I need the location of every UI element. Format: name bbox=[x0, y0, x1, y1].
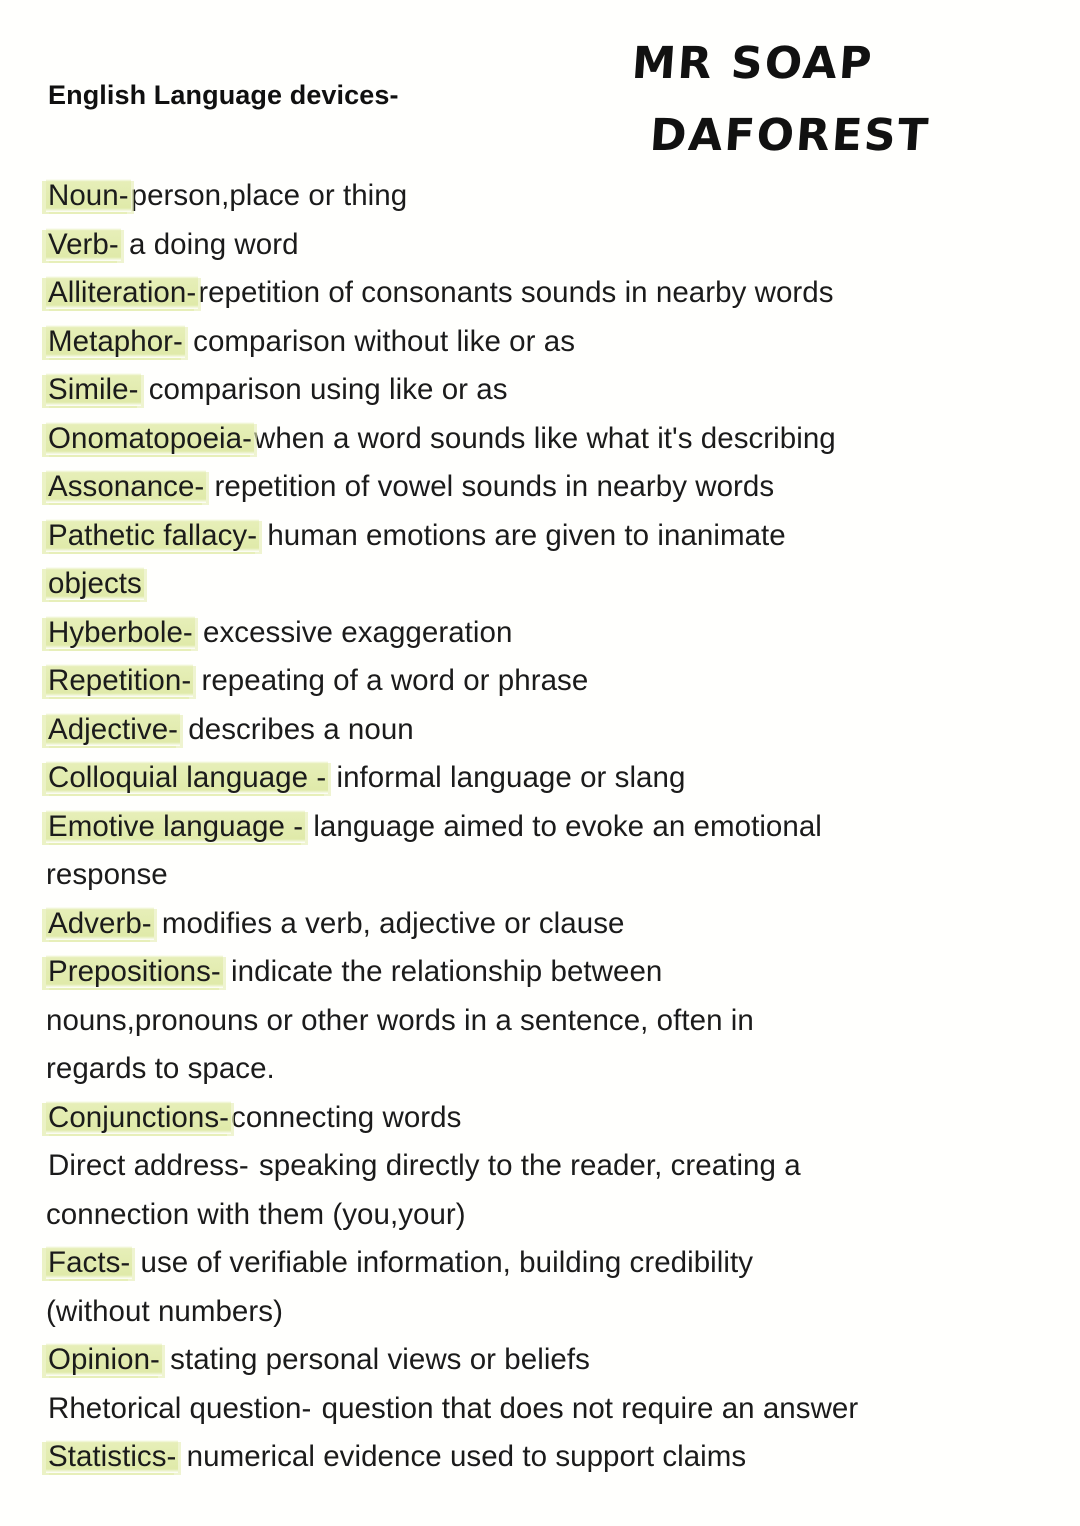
device-entry bbox=[46, 318, 1056, 367]
device-definition-continuation: nouns,pronouns or other words in a sentence, often in bbox=[46, 1003, 754, 1037]
device-definition: when a word sounds like what it's describing bbox=[254, 421, 836, 455]
device-term: Conjunctions- bbox=[48, 1100, 230, 1134]
device-definition: modifies a verb, adjective or clause bbox=[153, 906, 625, 940]
device-entry bbox=[46, 221, 1056, 270]
device-definition-continuation: connection with them (you,your) bbox=[46, 1197, 466, 1231]
device-definition: a doing word bbox=[120, 227, 299, 261]
device-entry bbox=[46, 803, 1056, 900]
device-definition: question that does not require an answer bbox=[313, 1391, 859, 1425]
note-header bbox=[0, 0, 1080, 161]
device-entry bbox=[46, 900, 1056, 949]
device-term: Opinion- bbox=[48, 1343, 160, 1376]
device-term: Adjective- bbox=[48, 712, 179, 746]
device-term: Hyberbole- bbox=[48, 615, 193, 649]
device-term: Emotive language - bbox=[48, 809, 304, 843]
device-entry bbox=[46, 415, 1056, 464]
device-term: Direct address- bbox=[48, 1149, 249, 1182]
device-definition: comparison without like or as bbox=[184, 324, 575, 358]
device-definition: connecting words bbox=[231, 1100, 462, 1134]
device-term: Verb- bbox=[48, 227, 119, 261]
device-entry bbox=[46, 269, 1056, 318]
device-term: Colloquial language - bbox=[48, 761, 327, 794]
device-definition: language aimed to evoke an emotional bbox=[305, 809, 822, 843]
page-title: English Language devices- bbox=[48, 80, 399, 110]
device-definition: numerical evidence used to support claims bbox=[178, 1440, 747, 1473]
device-definition-continuation-2: regards to space. bbox=[46, 1052, 275, 1085]
device-term: Pathetic fallacy- bbox=[48, 518, 258, 552]
acronym-daforest: DAFOREST bbox=[648, 110, 932, 161]
device-definition: repetition of consonants sounds in nearby words bbox=[198, 276, 834, 309]
device-definition: person,place or thing bbox=[130, 179, 408, 212]
device-entry bbox=[46, 1336, 1056, 1385]
device-entry bbox=[46, 1094, 1056, 1143]
device-definition-continuation bbox=[46, 560, 1056, 609]
device-definition: indicate the relationship between bbox=[222, 955, 663, 988]
device-entry bbox=[46, 754, 1056, 803]
acronym-mrsoap: MR SOAP bbox=[630, 38, 876, 89]
device-definition: describes a noun bbox=[180, 712, 414, 746]
device-entry bbox=[46, 1385, 1056, 1434]
device-entry bbox=[46, 1142, 1056, 1239]
device-entry bbox=[46, 512, 1056, 609]
device-entry bbox=[46, 463, 1056, 512]
device-entry bbox=[46, 706, 1056, 755]
device-definition: human emotions are given to inanimate bbox=[259, 518, 786, 552]
device-term: Facts- bbox=[48, 1246, 131, 1279]
device-term: Metaphor- bbox=[48, 324, 183, 358]
device-definition-continuation: (without numbers) bbox=[46, 1294, 283, 1328]
device-term: Assonance- bbox=[48, 470, 205, 503]
device-definition-continuation: response bbox=[46, 858, 168, 891]
device-entry bbox=[46, 366, 1056, 415]
device-list bbox=[46, 172, 1056, 1482]
device-definition: stating personal views or beliefs bbox=[161, 1343, 590, 1376]
device-term: Statistics- bbox=[48, 1440, 177, 1473]
device-term: Noun- bbox=[48, 179, 129, 212]
device-term: Simile- bbox=[48, 373, 139, 406]
device-definition-continuation-text: objects bbox=[48, 567, 142, 600]
device-entry bbox=[46, 948, 1056, 1094]
device-term: Repetition- bbox=[48, 664, 192, 697]
device-term: Alliteration- bbox=[48, 276, 197, 309]
device-definition: repeating of a word or phrase bbox=[193, 664, 589, 697]
device-term: Onomatopoeia- bbox=[48, 421, 252, 455]
device-entry bbox=[46, 609, 1056, 658]
device-definition: repetition of vowel sounds in nearby words bbox=[206, 470, 775, 503]
device-term: Prepositions- bbox=[48, 955, 221, 988]
acronym-block bbox=[620, 38, 1040, 161]
device-entry bbox=[46, 1433, 1056, 1482]
device-entry bbox=[46, 657, 1056, 706]
device-definition: excessive exaggeration bbox=[194, 615, 513, 649]
device-term: Adverb- bbox=[48, 906, 152, 940]
device-term: Rhetorical question- bbox=[48, 1391, 312, 1425]
device-definition: speaking directly to the reader, creating a bbox=[250, 1149, 801, 1182]
device-entry bbox=[46, 172, 1056, 221]
device-definition: use of verifiable information, building credibility bbox=[132, 1246, 754, 1279]
device-entry bbox=[46, 1239, 1056, 1336]
device-definition: comparison using like or as bbox=[140, 373, 508, 406]
device-definition: informal language or slang bbox=[328, 761, 686, 794]
